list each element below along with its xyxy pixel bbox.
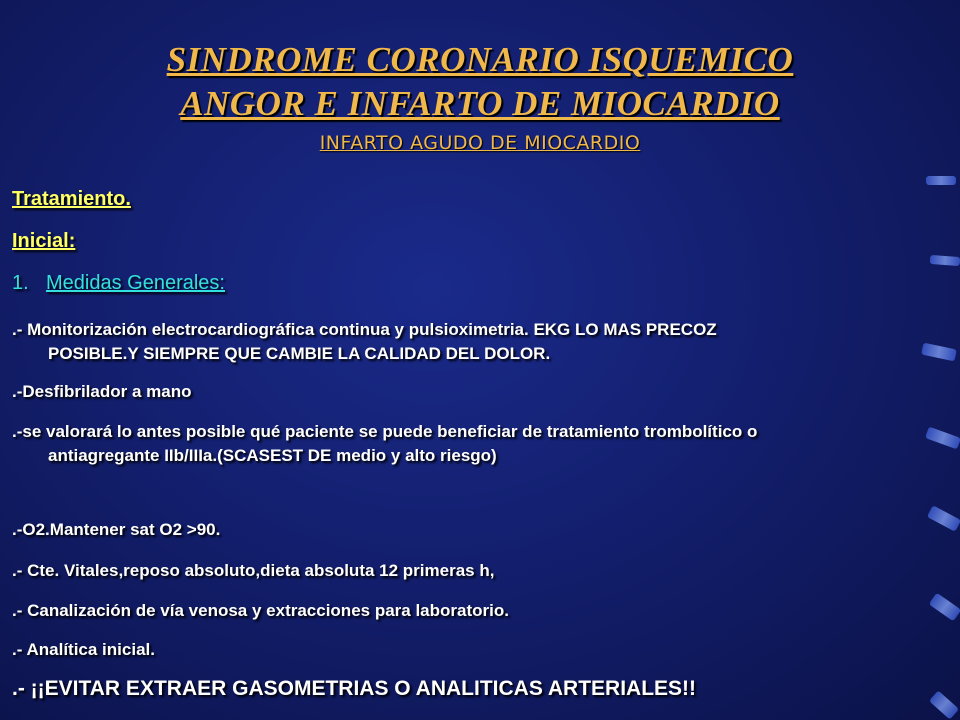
list-item-line: .- Canalización de vía venosa y extracciones para laboratorio. <box>12 601 509 620</box>
list-item-oxigeno <box>12 518 922 542</box>
list-item-line: .-Desfibrilador a mano <box>12 382 192 401</box>
list-item-constantes <box>12 559 922 583</box>
decor-stripe <box>930 255 960 266</box>
list-item-trombolitico <box>12 420 942 468</box>
decor-stripe <box>929 690 959 719</box>
list-item-warning <box>12 677 922 701</box>
list-item-analitica <box>12 638 922 662</box>
list-item-line: .- Analítica inicial. <box>12 640 155 659</box>
heading-inicial: Inicial: <box>12 230 76 252</box>
list-item-desfibrilador <box>12 380 922 404</box>
decor-stripe <box>927 505 960 532</box>
list-item-line: .- Monitorización electrocardiográfica continua y pulsioximetria. EKG LO MAS PRECOZ <box>12 320 717 339</box>
heading-medidas-generales: Medidas Generales: <box>46 272 225 294</box>
list-item-canalizacion <box>12 599 922 623</box>
list-item-line: .-O2.Mantener sat O2 >90. <box>12 520 221 539</box>
heading-tratamiento: Tratamiento. <box>12 188 131 210</box>
decor-stripe <box>926 176 956 185</box>
subtitle: INFARTO AGUDO DE MIOCARDIO <box>319 132 641 154</box>
decor-stripe <box>921 343 957 362</box>
decor-stripe <box>929 593 960 622</box>
list-item-monitorizacion <box>12 318 922 366</box>
list-number: 1. <box>12 272 29 294</box>
list-item-line: .- Cte. Vitales,reposo absoluto,dieta absoluta 12 primeras h, <box>12 561 495 580</box>
title-line-2: ANGOR E INFARTO DE MIOCARDIO <box>180 84 780 123</box>
list-item-line: antiagregante IIb/IIIa.(SCASEST DE medio y alto riesgo) <box>48 446 497 465</box>
list-item-line: .-se valorará lo antes posible qué paciente se puede beneficiar de tratamiento trombolítico o <box>12 422 758 441</box>
title-line-1: SINDROME CORONARIO ISQUEMICO <box>166 40 794 79</box>
list-item-line: POSIBLE.Y SIEMPRE QUE CAMBIE LA CALIDAD DEL DOLOR. <box>48 344 551 363</box>
list-item-line: .- ¡¡EVITAR EXTRAER GASOMETRIAS O ANALITICAS ARTERIALES!! <box>12 677 697 700</box>
